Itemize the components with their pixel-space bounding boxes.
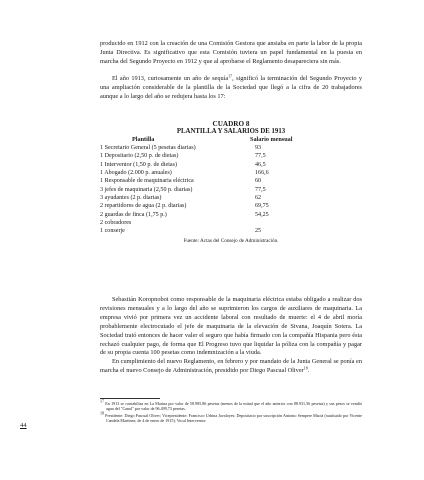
paragraph-2-text-b: , significó la terminación del Segundo Proyecto y una ampliación considerable de la plantilla de la Sociedad que llegó a la cifra de 20 trabajadores aunque a lo largo del año se redujera hasta los 17: [100, 75, 362, 100]
paragraph-3: Sebastián Koropnobot como responsable de la maquinaria eléctrica estaba obligado a realizar dos revisiones mensuales y a lo largo del año se suprimieron los cargos de auxiliares de maquinaria. La empresa vivió por primera vez un accidente laboral con resultado de muerte: el 4 de abril moría probablemente electrocutado el jefe de maquinaria de la elevación de Sivana, Joaquín Sotera. La Sociedad trató entonces de hacer valer el seguro que había firmado con la compañía Hispania pero ésta rechazó cualquier pago, de forma que El Progreso tuvo que liquidar la póliza con la compañía y pagar de su propia cuenta 100 pesetas como indemnización a la viuda. [100, 296, 362, 357]
table-row [100, 161, 362, 169]
row-label: 1 Depositario (2,50 p. de dietas) [100, 153, 179, 160]
row-label: 2 cobradores [100, 220, 132, 227]
footnote-text: En 1913 se contabiliza en La Marina por valor de 58.985,86 pesetas (menos de la mitad que el año anterior con 88.931,56 pesetas) y sus pesos se vendió agua del "Canal" por valor de 96.499,73 pesetas. [105, 401, 362, 412]
footnote-number: 17 [100, 398, 104, 404]
footnote [100, 410, 362, 424]
row-value: 46,5 [255, 161, 266, 168]
row-label: 1 Abogado (2.000 p. anuales) [100, 170, 172, 177]
table-row [100, 144, 362, 152]
row-label: 1 Interventor (1,50 p. de dietas) [100, 161, 177, 168]
row-label: 2 repartidores de agua (2 p. diarias) [100, 203, 187, 210]
paragraph-4-text-b: . [307, 366, 310, 374]
row-label: 1 Secretario General (5 pesetas diarias) [100, 145, 196, 151]
table-title: CUADRO 8 [212, 120, 250, 128]
table-row [100, 186, 362, 194]
salary-table [100, 120, 362, 245]
footnote [100, 398, 362, 412]
table-body [100, 144, 362, 236]
footnotes [100, 398, 362, 425]
paragraph-2 [100, 75, 362, 102]
footnote-ref-17[interactable]: 17 [228, 73, 233, 79]
row-value: 62 [255, 195, 262, 202]
table-row [100, 169, 362, 177]
row-value: 93 [255, 145, 262, 151]
row-label: 1 Responsable de maquinaria eléctrica [100, 178, 194, 185]
column-header-plantilla: Plantilla [132, 136, 155, 143]
paragraph-4 [100, 358, 362, 376]
row-label: 2 guardas de finca (1,75 p.) [100, 211, 167, 218]
table-subtitle: PLANTILLA Y SALARIOS DE 1913 [176, 128, 286, 135]
paragraph-1: producido en 1912 con la creación de una Comisión Gestora que ansiaba en parte la labor de la propia Junta Directiva. Es significativo que esta Comisión tuviera un papel fundamental en la puesta en marcha del Segundo Proyecto en 1912 y que al aprobarse el Reglamento desapareciera sin más. [100, 40, 362, 65]
table-row [100, 152, 362, 160]
column-header-salario: Salario mensual [250, 136, 293, 143]
page-number: 44 [20, 422, 27, 429]
row-value: 54,25 [255, 211, 269, 218]
footnote-divider [100, 398, 160, 399]
footnote-number: 18 [100, 410, 104, 416]
table-row [100, 194, 362, 202]
paragraph-2-text-a: El año 1913, curiosamente un año de sequía [112, 75, 229, 82]
footnote-text: Presidente: Diego Pascual Oliver; Vicepresidente: Francisco Urbina Javaloyes; Depositario por suscripción Antonio Sempere Maciá (sustituido por Vicente Candela Martínez; de 4 de enero de 1915), Vocal Interventor: [105, 412, 362, 424]
table-row [100, 202, 362, 210]
row-value: 25 [255, 228, 262, 235]
row-value: 69,75 [255, 203, 269, 210]
row-value: 166,6 [255, 170, 269, 177]
row-label: 1 conserje [100, 228, 125, 235]
table-row [100, 227, 362, 235]
paragraph-4-text-a: En cumplimiento del nuevo Reglamento, en febrero y por mandato de la Junta General se ponía en marcha el nuevo Consejo de Administración, presidido por Diego Pascual Oliver [100, 358, 362, 374]
row-label: 3 jefes de maquinaria (2,50 p. diarias) [100, 186, 193, 193]
footnote-ref-18[interactable]: 18 [303, 365, 308, 371]
row-value: 77,5 [255, 186, 266, 193]
table-row [100, 211, 362, 219]
table-source-note: Fuente: Actas del Consejo de Administración. [183, 237, 279, 244]
table-row [100, 219, 362, 227]
table-row [100, 177, 362, 185]
row-label: 3 ayudantes (2 p. diarias) [100, 195, 162, 202]
row-value: 77,5 [255, 153, 266, 160]
row-value: 60 [255, 178, 262, 185]
table-header-row [100, 136, 362, 144]
